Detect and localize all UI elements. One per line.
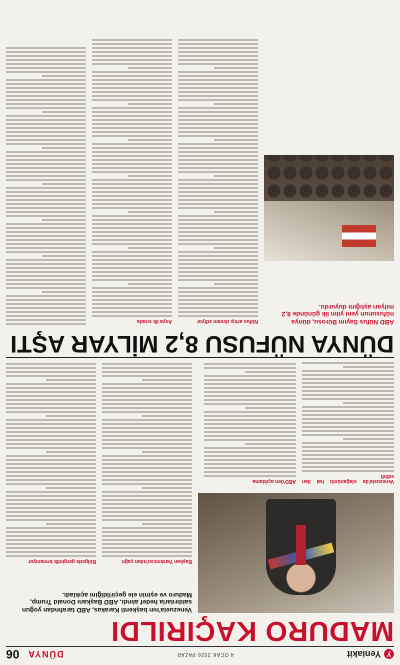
top-body-col-3 xyxy=(102,361,192,565)
top-story-photo xyxy=(198,493,394,613)
top-subhead-1: Venezuela'da olağanüstü hal ilan edildi xyxy=(302,473,394,484)
brand-mark-icon: y xyxy=(384,649,394,659)
bottom-subhead-1: Nüfus artışı devam ediyor xyxy=(196,318,258,324)
flag-shape xyxy=(342,225,376,247)
top-body-col-4 xyxy=(6,361,96,565)
top-body-col-2 xyxy=(204,361,296,485)
bottom-subhead-2: Asya ilk sırada xyxy=(136,318,172,324)
body-text-lines xyxy=(178,39,258,317)
body-text-lines xyxy=(92,39,172,317)
body-text-lines xyxy=(6,361,96,557)
brand-name: Yeniakit xyxy=(346,649,381,659)
bottom-body-col-1 xyxy=(178,7,258,325)
brand-logo xyxy=(347,649,394,659)
bottom-deck: ABD Nüfus Sayım Bürosu, dünya nüfusunun yeni yılın ilk gününde 8,2 milyarı aştığını duyurdu. xyxy=(281,303,394,325)
section-block xyxy=(6,647,64,661)
top-body-col-1 xyxy=(302,361,394,485)
section-divider xyxy=(6,357,394,358)
body-text-lines xyxy=(204,361,296,477)
issue-date: 4 OCAK 2026 PAZAR xyxy=(176,651,234,657)
top-story xyxy=(6,361,394,645)
body-text-lines xyxy=(102,361,192,557)
top-subhead-2: ABD'den açıklama xyxy=(252,478,296,484)
bottom-body-col-2 xyxy=(92,7,172,325)
top-subhead-3: Başkan Yardımcısı'ndan çağrı xyxy=(121,558,192,564)
top-subhead-4: Bölgede gerginlik tırmanıyor xyxy=(28,558,96,564)
page-number: 06 xyxy=(6,647,20,661)
crowd-shape xyxy=(264,155,394,201)
tie-shape xyxy=(296,525,306,565)
top-deck: Venezuela'nın başkenti Karakas, ABD tarafından yoğun saldırılarla hedef alındı. ABD Başkanı Donald Trump, Maduro ve eşinin ele geçirildiğini açıkladı. xyxy=(22,591,192,613)
top-headline: MADURO KAÇIRILDI xyxy=(110,616,394,647)
bottom-story-photo xyxy=(264,155,394,261)
masthead xyxy=(6,646,394,661)
section-label: DÜNYA xyxy=(27,649,64,659)
bottom-headline: DÜNYA NÜFUSU 8,2 MİLYAR AŞTI xyxy=(10,330,394,357)
body-text-lines xyxy=(302,361,394,472)
bottom-story xyxy=(6,5,394,355)
bottom-body-col-3 xyxy=(6,7,86,325)
body-text-lines xyxy=(6,47,86,325)
